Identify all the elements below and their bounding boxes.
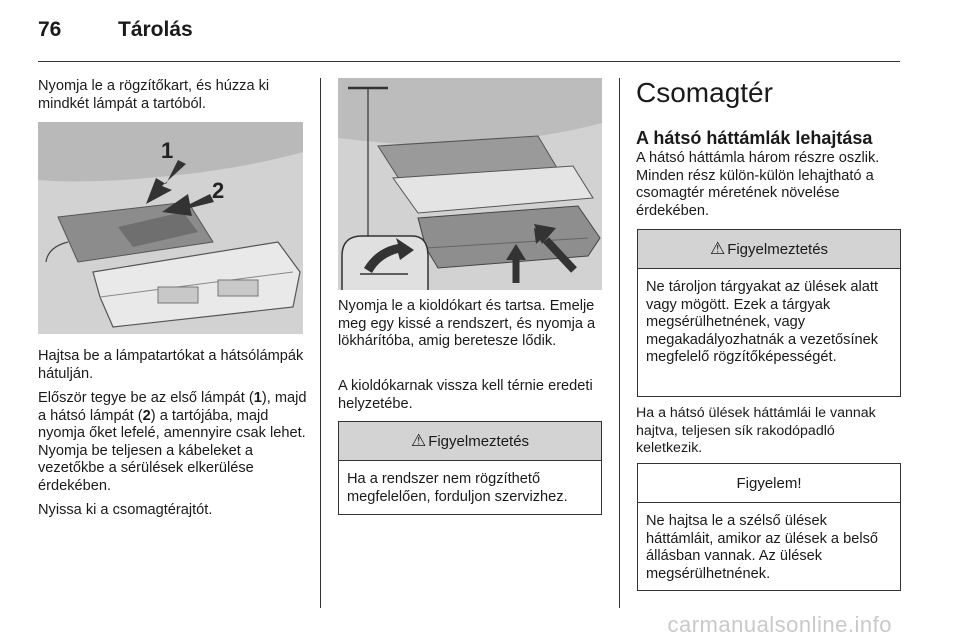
header-divider — [38, 61, 900, 62]
heading-csomagter: Csomagtér — [636, 77, 773, 108]
watermark: carmanualsonline.info — [667, 612, 892, 637]
lever-return-text: A kioldókarnak vissza kell térnie eredeti helyzetébe. — [338, 378, 593, 412]
seatback-intro-text: A hátsó háttámla három részre oszlik. Minden rész külön-külön lehajtható a csomagtér méretének növelése érdekében. — [636, 150, 880, 219]
warning-icon: ⚠ — [709, 239, 726, 258]
warning-header — [638, 230, 900, 269]
warning-icon: ⚠ — [410, 431, 427, 450]
bumper-carrier-illustration — [338, 78, 602, 290]
lamp-ref-2: 2 — [142, 407, 151, 424]
lamp-ref-1: 1 — [253, 390, 262, 406]
subheading-seatback: A hátsó háttámlák lehajtása — [636, 128, 873, 148]
flat-floor-text: Ha a hátsó ülések háttámlái le vannak hajtva, teljesen sík rakodópadló keletkezik. — [636, 405, 876, 456]
bumper-carrier-figure — [338, 78, 602, 290]
notice-box — [637, 463, 901, 591]
warning-title: Figyelmeztetés — [727, 240, 829, 258]
warning-title: Figyelmeztetés — [428, 432, 530, 450]
open-tailgate-text: Nyissa ki a csomagtérajtót. — [38, 502, 213, 518]
column-divider-2 — [619, 78, 620, 608]
warning-header — [339, 422, 601, 461]
release-lever-text: Nyomja le a kioldókart és tartsa. Emelje meg egy kissé a rendszert, és nyomja a lökhárítóba, amig beretesze lődik. — [338, 298, 596, 349]
insert-lamps-text — [38, 390, 308, 495]
column-divider-1 — [320, 78, 321, 608]
fold-lamp-holders-text: Hajtsa be a lámpatartókat a hátsólámpák hátulján. — [38, 348, 304, 382]
intro-text: Nyomja le a rögzítőkart, és húzza ki mindkét lámpát a tartóból. — [38, 78, 270, 112]
section-title: Tárolás — [118, 18, 193, 41]
notice-text: Ne hajtsa le a szélső ülések háttámláit, amikor az ülések a belső állásban vannak. Az ülések megsérülhetnének. — [646, 513, 878, 582]
insert-lamps-text-part3: ) a tartójába, majd nyomja őket lefelé, amennyire csak lehet. Nyomja be teljesen a kábeleket a vezetőkbe a sérülések elkerülése érdekében. — [38, 407, 306, 494]
page-number: 76 — [38, 18, 62, 41]
warning-text: Ha a rendszer nem rögzíthető megfelelően, forduljon szervizhez. — [347, 471, 568, 505]
callout-2: 2 — [212, 178, 225, 203]
warning-text: Ne tároljon tárgyakat az ülések alatt vagy mögött. Ezek a tárgyak megsérülhetnének, vagy megakadályozhatnák a vezetősínek megfelelő rögzítőképességét. — [646, 279, 879, 365]
insert-lamps-text-part1: Először tegye be az első lámpát ( — [38, 390, 254, 406]
insert-lamps-text-part2: ), majd a hátsó lámpát ( — [38, 390, 307, 424]
notice-title: Figyelem! — [638, 464, 900, 503]
tail-lamp-figure — [38, 122, 303, 334]
callout-1: 1 — [161, 138, 174, 163]
warning-box-system — [338, 421, 602, 515]
warning-box-storage — [637, 229, 901, 397]
